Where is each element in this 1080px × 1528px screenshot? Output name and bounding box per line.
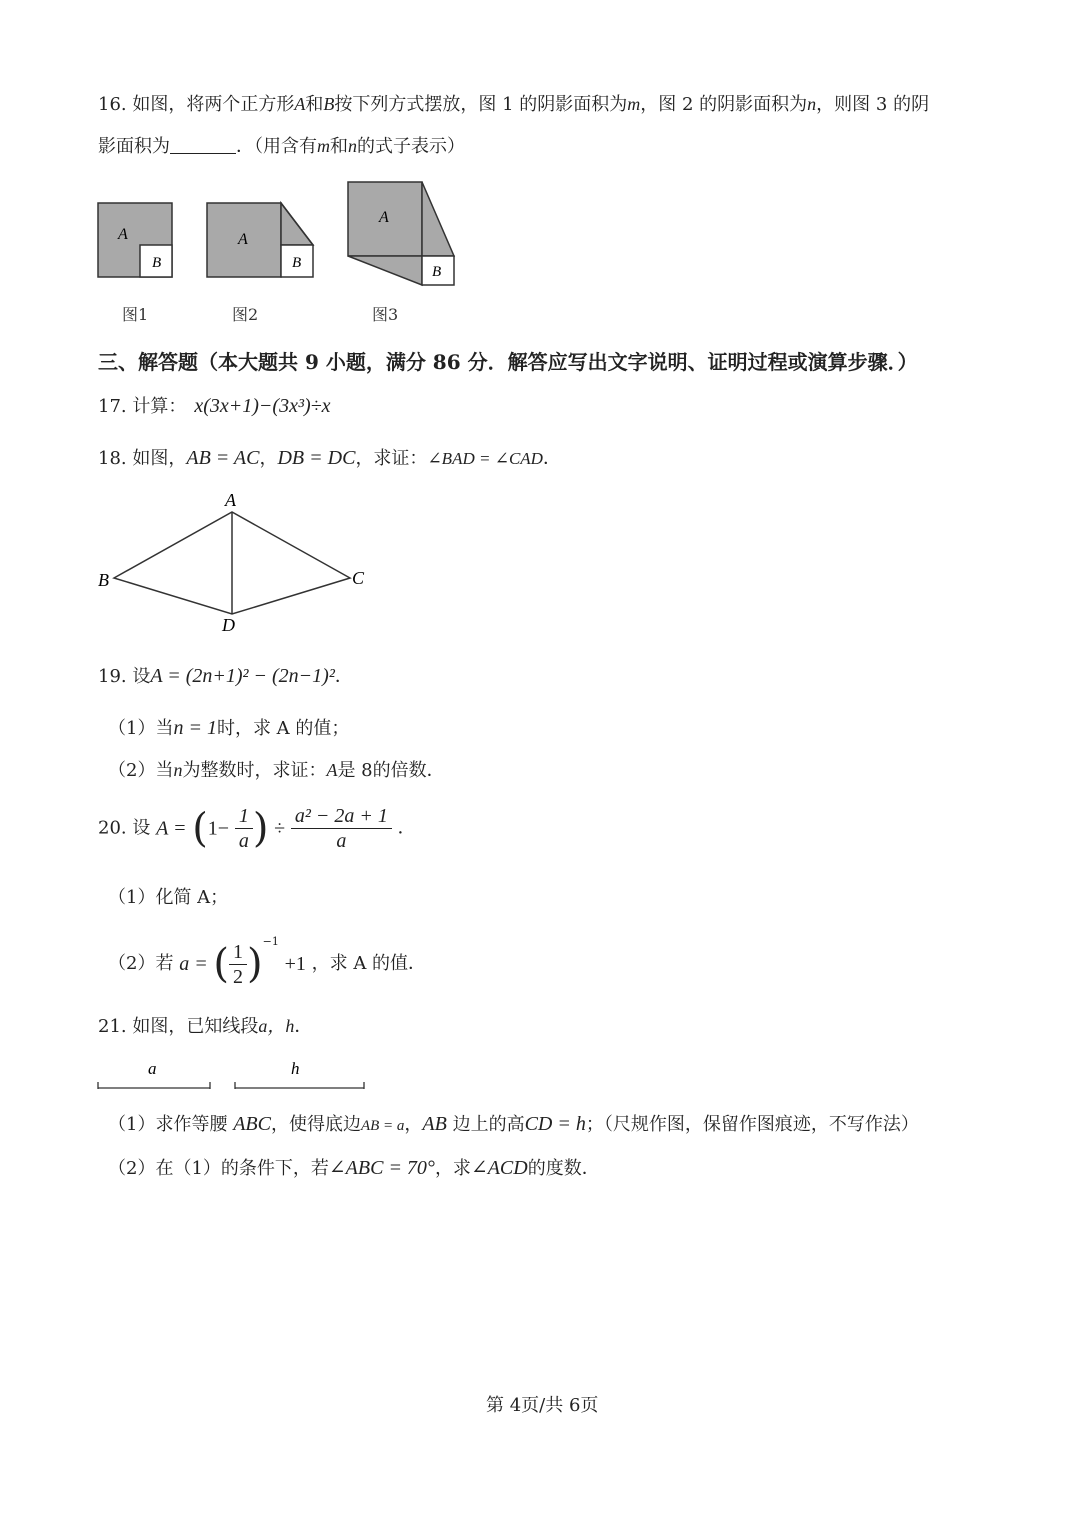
q21-part2: （2）在（1）的条件下，若∠ABC = 70°，求∠ACD的度数． xyxy=(108,1157,600,1179)
q18: 18. 如图，AB = AC，DB = DC，求证：∠BAD = ∠CAD． xyxy=(98,447,561,469)
q17-expression: x(3x+1)−(3x³)÷x xyxy=(194,395,331,417)
label-b: B xyxy=(98,570,109,590)
label-a: A xyxy=(225,490,236,510)
fig2-label-a: A xyxy=(238,231,248,248)
q19-expression: A = (2n+1)² − (2n−1)² xyxy=(150,665,335,687)
q21-part1: （1）求作等腰 ABC，使得底边AB = a，AB 边上的高CD = h；（尺规作图，保留作图痕迹，不写作法） xyxy=(108,1113,919,1135)
q16-line2: 影面积为 ．（用含有m和n的式子表示） xyxy=(98,136,465,157)
q20-part1: （1）化简 A； xyxy=(108,887,229,908)
q20-part2: （2）若 a = ( $\frac{1}{2}$ )$^{-1}$ +1 ，求 A 的值． xyxy=(108,935,427,988)
q21: 21. 如图，已知线段a，h． xyxy=(98,1016,313,1037)
q17: 17. 计算： x(3x+1)−(3x³)÷x xyxy=(98,395,331,417)
fig1-label-b: B xyxy=(152,255,162,271)
fig3-caption: 图3 xyxy=(372,305,399,324)
label-d: D xyxy=(222,615,235,635)
page-footer: 第 4页/共 6页 xyxy=(486,1395,599,1416)
q20: 20. 设 A = (1− $\frac{1}{a}$ ) ÷ $\frac{\text{a² − 2a + 1}}{a}$ ． xyxy=(98,805,416,852)
figure-1 xyxy=(98,203,172,277)
fig3-label-a: A xyxy=(379,209,389,226)
figure-3 xyxy=(348,182,454,285)
q19-part2: （2）当n为整数时，求证：A是 8的倍数． xyxy=(108,760,445,781)
q16-line1: 16. 如图，将两个正方形A和B按下列方式摆放，图 1 的阴影面积为m，图 2 的阴影面积为n，则图 3 的阴 xyxy=(98,94,930,115)
answer-blank xyxy=(170,137,236,154)
seg-h-label: h xyxy=(291,1059,300,1078)
section-title: 三、解答题（本大题共 9 小题，满分 86 分．解答应写出文字说明、证明过程或演算步骤．） xyxy=(98,350,918,374)
seg-a-label: a xyxy=(148,1059,157,1078)
q18-figure xyxy=(92,488,382,638)
figure-2 xyxy=(207,203,313,277)
fig1-caption: 图1 xyxy=(122,305,149,324)
label-c: C xyxy=(352,568,365,588)
q19: 19. 设A = (2n+1)² − (2n−1)²． xyxy=(98,665,353,687)
fig2-caption: 图2 xyxy=(232,305,259,324)
fig3-label-b: B xyxy=(432,264,442,280)
fig1-label-a: A xyxy=(118,226,128,243)
fig2-label-b: B xyxy=(292,255,302,271)
q21-segments xyxy=(92,1056,372,1096)
q19-part1: （1）当n = 1时，求 A 的值； xyxy=(108,717,350,739)
